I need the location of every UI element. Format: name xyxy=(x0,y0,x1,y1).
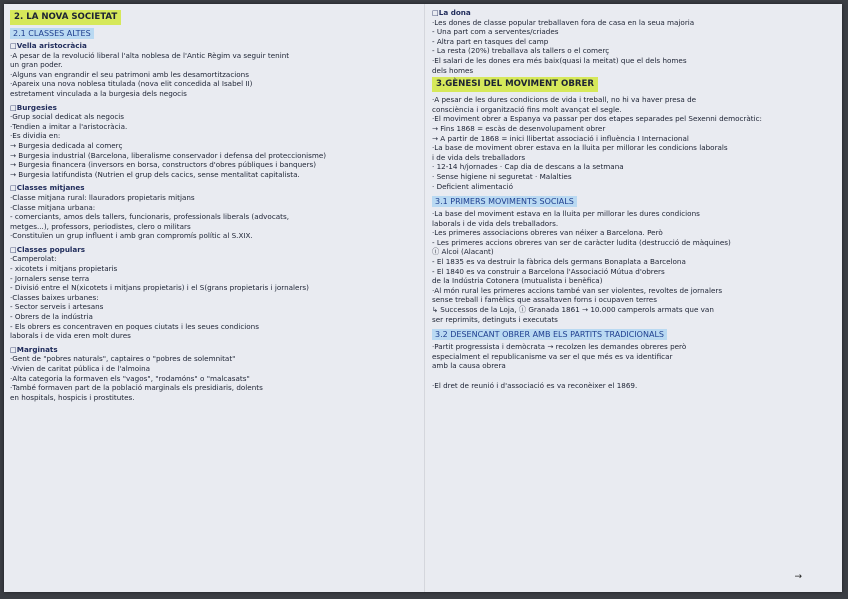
list-item: - Altra part en tasques del camp xyxy=(432,36,549,46)
list-item: ·El moviment obrer a Espanya va passar per dos etapes separades pel Sexenni democràtic: xyxy=(432,114,762,124)
page-fold xyxy=(424,4,426,592)
list-genesi xyxy=(432,95,836,191)
list-item: ser reprimits, detinguts i executats xyxy=(432,314,558,324)
page-heading: 2. LA NOVA SOCIETAT xyxy=(10,10,121,25)
list-item: - Jornalers sense terra xyxy=(10,273,90,283)
list-item: ↳ Successos de la Loja, ⓘ Granada 1861 → 10.000 camperols armats que van xyxy=(432,305,714,315)
list-item: ·Classe mitjana rural: llauradors propietaris mitjans xyxy=(10,192,195,202)
list-item: ·Grup social dedicat als negocis xyxy=(10,112,125,122)
list-item: - xicotets i mitjans propietaris xyxy=(10,264,118,274)
list-item: ·La base del moviment estava en la lluita per millorar les dures condicions xyxy=(432,209,700,219)
list-item: ·Les dones de classe popular treballaven fora de casa en la seua majoria xyxy=(432,17,695,27)
list-item: ·Alguns van engrandir el seu patrimoni amb les desamortitzacions xyxy=(10,69,249,79)
subtitle-classes-mitjanes: □Classes mitjanes xyxy=(10,183,85,193)
list-item: ·El dret de reunió i d'associació es va reconèixer el 1869. xyxy=(432,380,638,390)
list-item: consciència i organització fins molt avançat el segle. xyxy=(432,104,622,114)
list-burgesies xyxy=(10,112,414,179)
list-item: un gran poder. xyxy=(10,60,63,70)
list-item: ·Tendien a imitar a l'aristocràcia. xyxy=(10,121,128,131)
list-item: dels homes xyxy=(432,65,474,75)
section-title-classes-altes: 2.1 CLASSES ALTES xyxy=(10,28,94,39)
list-item: ·El salari de les dones era més baix(quasi la meitat) que el dels homes xyxy=(432,55,687,65)
list-item: ·Gent de "pobres naturals", captaires o "pobres de solemnitat" xyxy=(10,354,236,364)
list-item: ·Partit progressista i demòcrata → recolzen les demandes obreres però xyxy=(432,342,687,352)
list-item: ·Vivien de caritat pública i de l'almoina xyxy=(10,364,151,373)
list-item: ·A pesar de les dures condicions de vida i treball, no hi va haver presa de xyxy=(432,95,697,105)
subtitle-marginats: □Marginats xyxy=(10,344,58,354)
list-item: ·Les primeres associacions obreres van néixer a Barcelona. Però xyxy=(432,228,663,238)
list-item: - Sector serveis i artesans xyxy=(10,302,104,312)
list-item: amb la causa obrera xyxy=(432,361,506,371)
list-item: ·Camperolat: xyxy=(10,254,57,264)
list-item: laborals i de vida eren molt dures xyxy=(10,331,131,341)
list-item: - comerciants, amos dels tallers, funcionaris, professionals liberals (advocats, xyxy=(10,212,290,222)
list-item: · Sense higiene ni seguretat · Malalties xyxy=(432,171,572,181)
list-item: ·Classes baixes urbanes: xyxy=(10,292,99,302)
section-title-desencant-obrer: 3.2 DESENCANT OBRER AMB ELS PARTITS TRADICIONALS xyxy=(432,329,667,340)
left-page xyxy=(10,8,414,402)
list-item: · 12-14 h/jornades · Cap dia de descans a la setmana xyxy=(432,162,624,172)
list-item: estretament vinculada a la burgesia dels negocis xyxy=(10,88,187,98)
list-item: - Una part com a serventes/criades xyxy=(432,27,559,37)
list-item: - Divisió entre el N(xicotets i mitjans propietaris) i el S(grans propietaris i jornalers) xyxy=(10,283,309,293)
list-item: - El 1835 es va destruir la fàbrica dels germans Bonaplata a Barcelona xyxy=(432,257,686,267)
list-item: i de vida dels treballadors xyxy=(432,152,526,162)
list-item: de la Indústria Cotonera (mutualista i benèfica) xyxy=(432,276,603,286)
page-turn-arrow-icon: → xyxy=(794,572,802,582)
list-item: - Els obrers es concentraven en poques ciutats i les seues condicions xyxy=(10,321,259,331)
list-item: ⓘ Alcoi (Alacant) xyxy=(432,247,494,257)
section-title-genesi: 3.GÈNESI DEL MOVIMENT OBRER xyxy=(432,77,598,92)
list-la-dona xyxy=(432,18,836,76)
list-item: ·Es dividia en: xyxy=(10,131,61,141)
right-page xyxy=(432,8,836,390)
list-item: ·A pesar de la revolució liberal l'alta noblesa de l'Antic Règim va seguir tenint xyxy=(10,50,290,60)
list-item: ·Alta categoria la formaven els "vagos", "rodamóns" o "malcasats" xyxy=(10,373,250,383)
subtitle-vella-aristocracia: □Vella aristocràcia xyxy=(10,41,87,50)
list-item: - La resta (20%) treballava als tallers o el comerç xyxy=(432,46,610,56)
section-title-primers-moviments: 3.1 PRIMERS MOVIMENTS SOCIALS xyxy=(432,196,577,207)
list-item: → Burgesia financera (inversors en borsa, constructors d'obres públiques i banquers) xyxy=(10,160,317,170)
subtitle-la-dona: □La dona xyxy=(432,8,471,17)
list-item: · Deficient alimentació xyxy=(432,181,514,191)
list-item: → Fins 1868 = escàs de desenvolupament obrer xyxy=(432,123,606,133)
list-item: ·La base de moviment obrer estava en la lluita per millorar les condicions laborals xyxy=(432,143,728,153)
list-item: especialment el republicanisme va ser el que més es va identificar xyxy=(432,351,673,361)
list-item: - Obrers de la indústria xyxy=(10,312,93,322)
list-classes-mitjanes xyxy=(10,193,414,241)
list-item: ·Constituïen un grup influent i amb gran compromís polític al S.XIX. xyxy=(10,231,253,241)
subtitle-burgesies: □Burgesies xyxy=(10,102,57,112)
list-classes-populars xyxy=(10,254,414,340)
list-item: → Burgesia dedicada al comerç xyxy=(10,140,123,150)
list-marginats xyxy=(10,354,414,402)
list-item: ·Classe mitjana urbana: xyxy=(10,202,96,212)
list-item xyxy=(432,371,836,381)
list-item: → A partir de 1868 = inici llibertat associació i influència I Internacional xyxy=(432,133,689,143)
list-item: metges...), professors, periodistes, clero o militars xyxy=(10,221,191,231)
subtitle-classes-populars: □Classes populars xyxy=(10,244,86,254)
list-item: sense treball i famèlics que assaltaven forns i ocupaven terres xyxy=(432,295,657,305)
list-primers-moviments xyxy=(432,209,836,324)
list-item: → Burgesia latifundista (Nutrien el grup dels cacics, sense mentalitat capitalista. xyxy=(10,169,300,179)
list-vella-aristocracia xyxy=(10,51,414,99)
list-desencant-obrer xyxy=(432,342,836,390)
notebook-sheet xyxy=(4,4,842,592)
list-item: → Burgesia industrial (Barcelona, liberalisme conservador i defensa del proteccionisme) xyxy=(10,150,327,160)
list-item: laborals i de vida dels treballadors. xyxy=(432,218,559,228)
list-item: - Les primeres accions obreres van ser de caràcter ludita (destrucció de màquines) xyxy=(432,237,731,247)
list-item: en hospitals, hospicis i prostitutes. xyxy=(10,392,135,402)
list-item: ·Al món rural les primeres accions també van ser violentes, revoltes de jornalers xyxy=(432,285,723,295)
list-item: - El 1840 es va construir a Barcelona l'Associació Mútua d'obrers xyxy=(432,266,665,276)
list-item: ·Apareix una nova noblesa titulada (nova elit concedida al Isabel II) xyxy=(10,79,253,89)
list-item: ·També formaven part de la població marginals els presidiaris, dolents xyxy=(10,383,263,393)
